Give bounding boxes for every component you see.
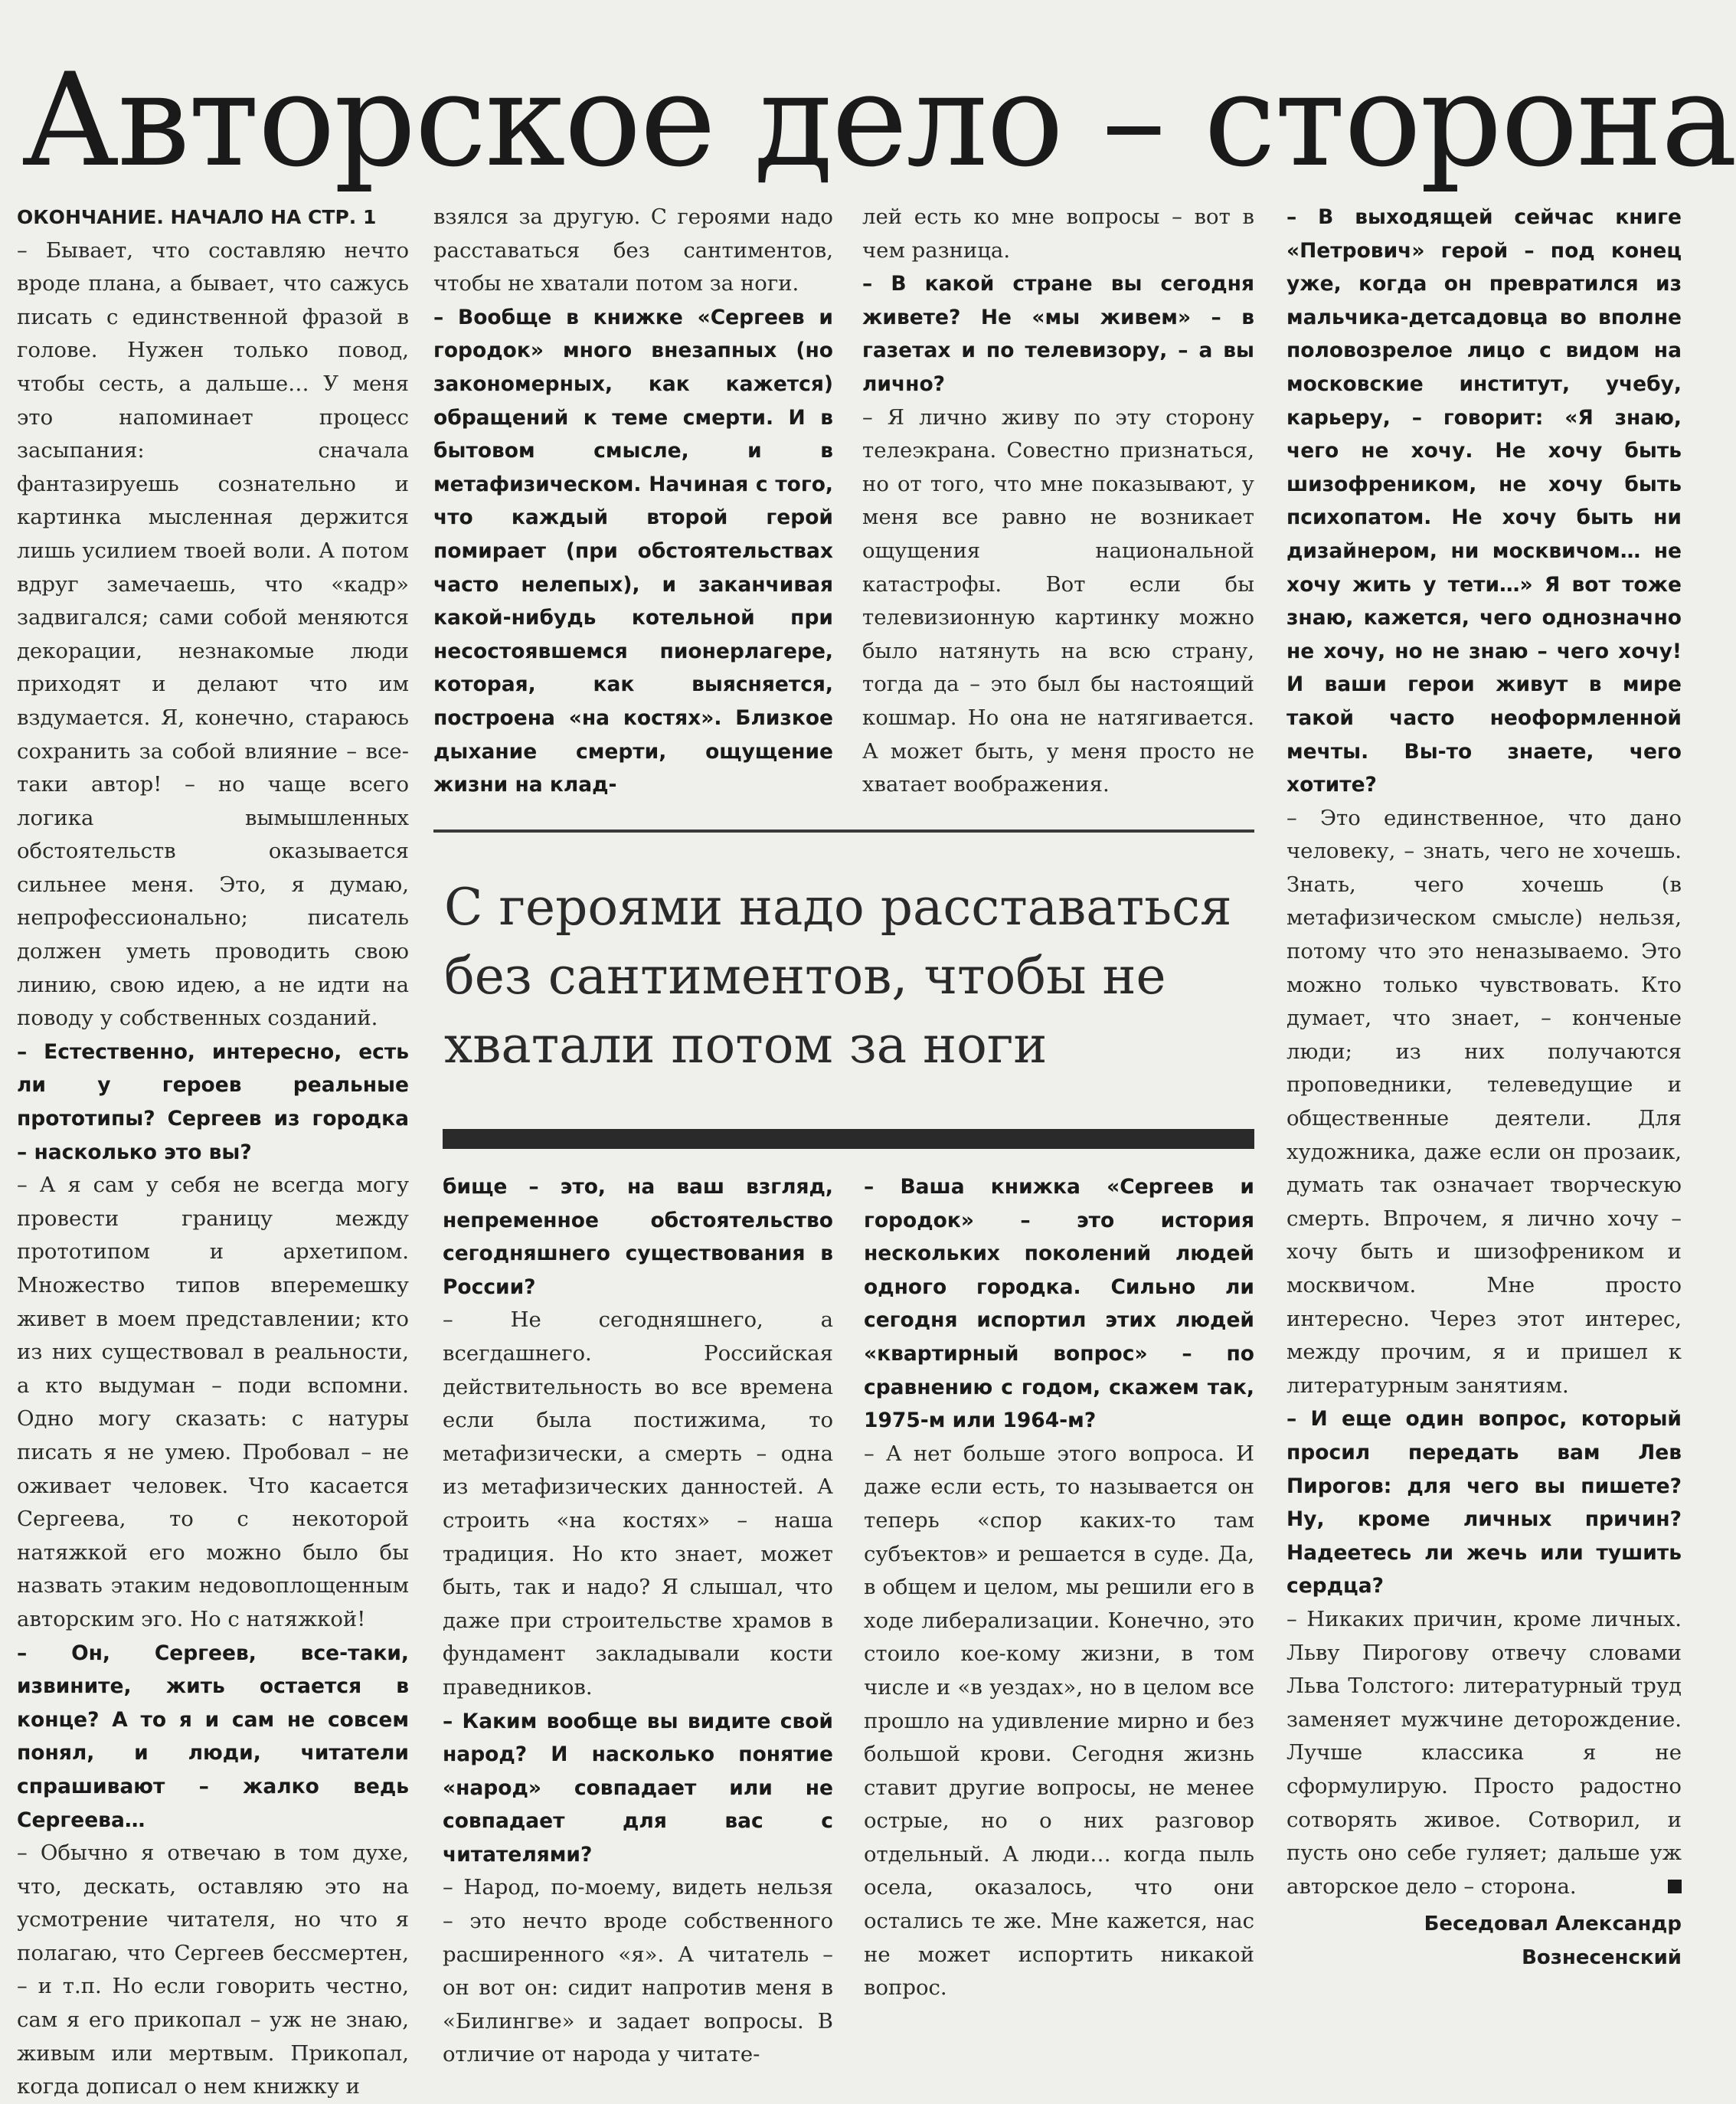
question-paragraph: – В выходящей сейчас книге «Петрович» герой – под конец уже, когда он превратился из мальчика-детсадовца во вполне половозрелое лицо с видом на московские институт, учебу, карьеру, – говорит: «Я знаю, чего не хочу. Не хочу быть шизофреником, не хочу быть психопатом. Не хочу быть ни дизайнером, ни москвичом… не хочу жить у тети…» Я вот тоже знаю, кажется, чего однозначно не хочу, но не знаю – чего хочу! И ваши герои живут в мире такой часто неоформленной мечты. Вы-то знаете, чего хотите? (1286, 205, 1682, 797)
question-paragraph: бище – это, на ваш взгляд, непременное обстоятельство сегодняшнего существования в России? (443, 1175, 833, 1299)
question-paragraph: – Он, Сергеев, все-таки, извините, жить остается в конце? А то я и сам не совсем понял, и люди, читатели спрашивают – жалко ведь Сергеева… (17, 1641, 409, 1832)
answer-paragraph: – Обычно я отвечаю в том духе, что, дескать, оставляю это на усмотрение читателя, но что я полагаю, что Сергеев бессмертен, – и т.п. Но если говорить честно, сам я его прикопал – уж не знаю, живым или мертвым. Прикопал, когда дописал о нем книжку и (17, 1841, 409, 2099)
column-3-top (862, 201, 1254, 806)
answer-paragraph: – А нет больше этого вопроса. И даже если есть, то называется он теперь «спор каких-то там субъектов» и решается в суде. Да, в общем и целом, мы решили его в ходе либерализации. Конечно, это стоило кое-кому жизни, в том числе и «в уездах», но в целом все прошло на удивление мирно и без большой крови. Сегодня жизнь ставит другие вопросы, не менее острые, но о них разговор отдельный. А люди… когда пыль осела, оказалось, что они остались те же. Мне кажется, нас не может испортить никакой вопрос. (864, 1441, 1254, 2001)
continuation-kicker: ОКОНЧАНИЕ. НАЧАЛО НА СТР. 1 (17, 206, 377, 228)
answer-paragraph: – Не сегодняшнего, а всегдашнего. Российская действительность во все времена если была постижима, то метафизически, а смерть – одна из метафизических данностей. А строить «на костях» – наша традиция. Но кто знает, может быть, так и надо? Я слышал, что даже при строительстве храмов в фундамент закладывали кости праведников. (443, 1307, 833, 1700)
answer-paragraph (1286, 1603, 1682, 1903)
question-paragraph: – Естественно, интересно, есть ли у героев реальные прототипы? Сергеев из городка – насколько это вы? (17, 1039, 409, 1164)
headline: Авторское дело – сторона (21, 45, 1736, 195)
answer-paragraph: – А я сам у себя не всегда могу провести границу между прототипом и архетипом. Множество типов вперемешку живет в моем представлении; кто из них существовал в реальности, а кто выдуман – поди вспомни. Одно могу сказать: с натуры писать я не умею. Пробовал – не оживает человек. Что касается Сергеева, то с некоторой натяжкой его можно было бы назвать этаким недовоплощенным авторским эго. Но с натяжкой! (17, 1173, 409, 1631)
question-paragraph: – Вообще в книжке «Сергеев и городок» много внезапных (но закономерных, как кажется) обращений к теме смерти. И в бытовом смысле, и в метафизическом. Начиная с того, что каждый второй герой помирает (при обстоятельствах часто нелепых), и заканчивая какой-нибудь котельной при несостоявшемся пионерлагере, которая, как выясняется, построена «на костях». Близкое дыхание смерти, ощущение жизни на клад- (433, 305, 833, 797)
column-3-bottom (864, 1170, 1254, 2074)
pullquote: С героями надо расставаться без сантиментов, чтобы не хватали потом за ноги (444, 878, 1232, 1075)
column-2-top (433, 201, 833, 806)
column-1 (17, 201, 409, 2099)
answer-paragraph: – Бывает, что составляю нечто вроде плана, а бывает, что сажусь писать с единственной фразой в голове. Нужен только повод, чтобы сесть, а дальше… У меня это напоминает процесс засыпания: сначала фантазируешь сознательно и картинка мысленная держится лишь усилием твоей воли. А потом вдруг замечаешь, что «кадр» задвигался; сами собой меняются декорации, незнакомые люди приходят и делают что им вздумается. Я, конечно, стараюсь сохранить за собой влияние – все-таки автор! – но чаще всего логика вымышленных обстоятельств оказывается сильнее меня. Это, я думаю, непрофессионально; писатель должен уметь проводить свою линию, свою идею, а не идти на поводу у собственных созданий. (17, 237, 409, 1031)
answer-paragraph: – Это единственное, что дано человеку, – знать, чего не хочешь. Знать, чего хочешь (в метафизическом смысле) нельзя, потому что это неназываемо. Это можно только чувствовать. Кто думает, что знает, – конченые люди; из них получаются проповедники, телеведущие и общественные деятели. Для художника, даже если он прозаик, думать так означает творческую смерть. Впрочем, я лично хочу – хочу быть и шизофреником и москвичом. Мне просто интересно. Через этот интерес, между прочим, я и пришел к литературным занятиям. (1286, 805, 1682, 1398)
answer-paragraph: лей есть ко мне вопросы – вот в чем разница. (862, 205, 1254, 263)
answer-paragraph: взялся за другую. С героями надо расставаться без сантиментов, чтобы не хватали потом за ноги. (433, 205, 833, 296)
question-paragraph: – И еще один вопрос, который просил передать вам Лев Пирогов: для чего вы пишете? Ну, кроме личных причин? Надеетесь ли жечь или тушить сердца? (1286, 1407, 1682, 1598)
column-2-bottom (443, 1170, 833, 2074)
column-4 (1286, 201, 1682, 2070)
answer-text: – Никаких причин, кроме личных. Льву Пирогову отвечу словами Льва Толстого: литературный труд заменяет мужчине деторождение. Лучше классика я не сформулирую. Просто радостно сотворять живое. Сотворил, и пусть оно себе гуляет; дальше уж авторское дело – сторона. (1286, 1606, 1682, 1899)
question-paragraph: – Ваша книжка «Сергеев и городок» – это история нескольких поколений людей одного городка. Сильно ли сегодня испортил этих людей «квартирный вопрос» – по сравнению с годом, скажем так, 1975-м или 1964-м? (864, 1175, 1254, 1433)
end-of-article-square-icon (1668, 1880, 1682, 1893)
answer-paragraph: – Я лично живу по эту сторону телеэкрана. Совестно признаться, но от того, что мне показывают, у меня все равно не возникает ощущения национальной катастрофы. Вот если бы телевизионную картинку можно было натянуть на всю страну, тогда да – это был бы настоящий кошмар. Но она не натягивается. А может быть, у меня просто не хватает воображения. (862, 404, 1254, 797)
question-paragraph: – Каким вообще вы видите свой народ? И насколько понятие «народ» совпадает или не совпадает для вас с читателями? (443, 1709, 833, 1867)
question-paragraph: – В какой стране вы сегодня живете? Не «мы живем» – в газетах и по телевизору, – а вы лично? (862, 272, 1254, 396)
pullquote-bottom-bar (443, 1129, 1254, 1149)
pullquote-top-rule (433, 829, 1254, 833)
byline: Беседовал Александр Вознесенский (1424, 1913, 1682, 1969)
answer-paragraph: – Народ, по-моему, видеть нельзя – это нечто вроде собственного расширенного «я». А читатель – он вот он: сидит напротив меня в «Билингве» и задает вопросы. В отличие от народа у читате- (443, 1875, 833, 2067)
